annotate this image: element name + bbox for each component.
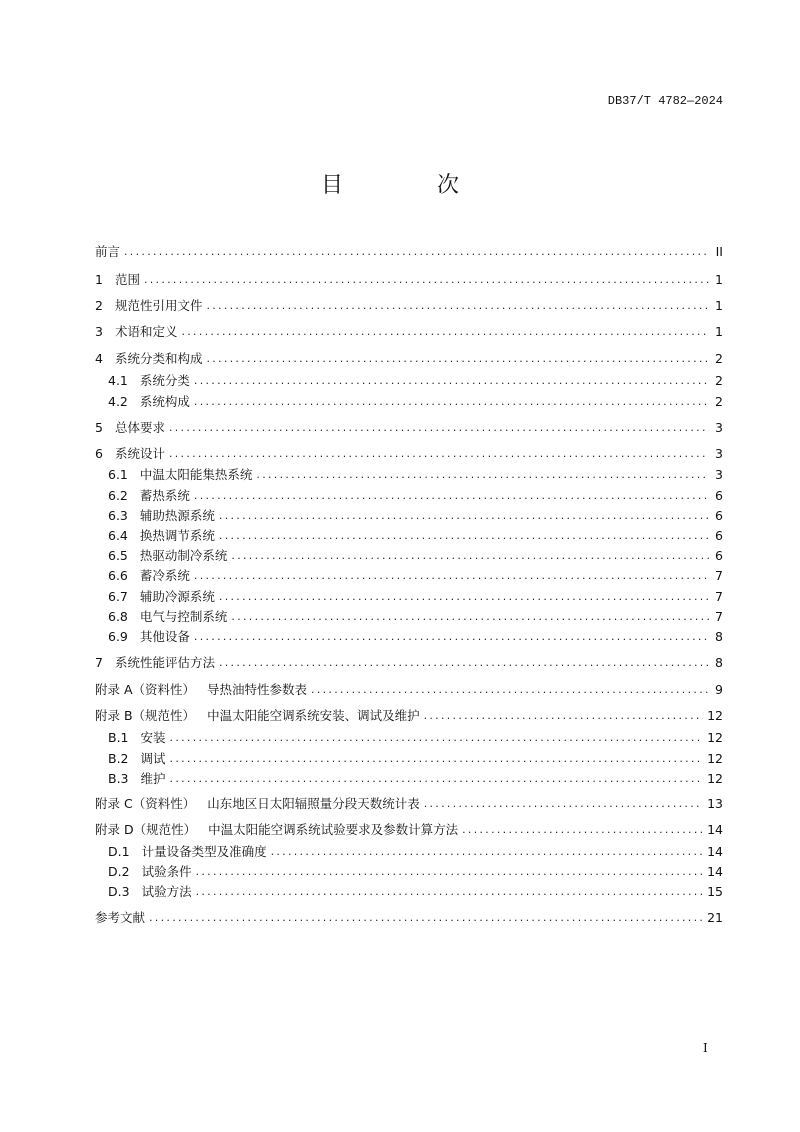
dot-leader <box>124 245 709 258</box>
dot-leader <box>219 529 709 542</box>
toc-entry-number: B.1 <box>108 729 129 745</box>
toc-entry[interactable] <box>108 627 723 645</box>
toc-entry-page: 2 <box>715 372 723 388</box>
toc-entry[interactable] <box>95 242 723 260</box>
toc-entry-page: 21 <box>707 909 723 925</box>
toc-entry[interactable] <box>95 653 723 671</box>
toc-entry-label: 系统分类 <box>139 373 190 388</box>
toc-entry-number: 附录 A（资料性） <box>95 682 196 697</box>
dot-leader <box>194 489 709 502</box>
dot-leader <box>169 421 709 434</box>
toc-entry-label: 蓄热系统 <box>139 488 190 503</box>
dot-leader <box>194 630 709 643</box>
toc-entry-page: 12 <box>707 750 723 766</box>
toc-entry[interactable] <box>95 270 723 288</box>
toc-entry[interactable] <box>95 820 723 838</box>
page-number: I <box>703 1041 708 1055</box>
toc-entry-label: 安装 <box>140 730 166 745</box>
dot-leader <box>256 468 709 481</box>
toc-entry-page: 7 <box>715 608 723 624</box>
toc-entry-number: 6.4 <box>108 527 128 543</box>
dot-leader <box>219 509 709 522</box>
toc-entry-label: 中温太阳能空调系统试验要求及参数计算方法 <box>208 822 459 837</box>
toc-entry-page: 6 <box>715 547 723 563</box>
dot-leader <box>231 549 709 562</box>
toc-entry-page: 1 <box>715 297 723 313</box>
toc-entry[interactable] <box>108 842 723 860</box>
toc-entry-page: 14 <box>707 821 723 837</box>
toc-entry-page: 1 <box>715 271 723 287</box>
dot-leader <box>194 569 709 582</box>
toc-entry[interactable] <box>108 607 723 625</box>
toc-entry-page: 3 <box>715 466 723 482</box>
toc-entry-label: 蓄冷系统 <box>139 568 190 583</box>
toc-entry[interactable] <box>108 882 723 900</box>
toc-entry-page: 1 <box>715 323 723 339</box>
dot-leader <box>196 885 704 898</box>
dot-leader <box>219 590 709 603</box>
dot-leader <box>424 797 703 810</box>
toc-entry-label: 热驱动制冷系统 <box>139 548 228 563</box>
toc-entry-number: 5 <box>95 419 103 435</box>
dot-leader <box>181 325 709 338</box>
dot-leader <box>231 610 709 623</box>
dot-leader <box>206 299 709 312</box>
toc-entry[interactable] <box>95 349 723 367</box>
dot-leader <box>424 709 704 722</box>
toc-entry-page: 14 <box>707 863 723 879</box>
dot-leader <box>149 911 703 924</box>
document-number: DB37/T 4782—2024 <box>607 94 723 108</box>
dot-leader <box>170 752 704 765</box>
toc-entry-page: 12 <box>707 729 723 745</box>
dot-leader <box>462 823 703 836</box>
toc-entry[interactable] <box>108 465 723 483</box>
toc-entry-number: 6 <box>95 445 103 461</box>
toc-entry-page: 14 <box>707 843 723 859</box>
toc-entry-label: 中温太阳能空调系统安装、调试及维护 <box>207 708 420 723</box>
toc-entry-page: 2 <box>715 350 723 366</box>
toc-entry-number: D.3 <box>108 883 130 899</box>
toc-entry[interactable] <box>108 769 723 787</box>
toc-entry-number: 4.2 <box>108 393 128 409</box>
toc-entry-page: 6 <box>715 527 723 543</box>
toc-entry-number: 7 <box>95 654 103 670</box>
toc-entry-label: 导热油特性参数表 <box>207 682 308 697</box>
toc-entry-label: 山东地区日太阳辐照量分段天数统计表 <box>207 796 420 811</box>
toc-entry-number: 4.1 <box>108 372 128 388</box>
toc-entry-label: 中温太阳能集热系统 <box>139 467 253 482</box>
toc-entry-label: 系统设计 <box>114 446 165 461</box>
toc-entry-page: 9 <box>715 681 723 697</box>
toc-entry[interactable] <box>95 444 723 462</box>
toc-entry-number: 6.5 <box>108 547 128 563</box>
toc-entry-number: 6.1 <box>108 466 128 482</box>
toc-entry-page: 8 <box>715 628 723 644</box>
toc-entry-label: 术语和定义 <box>114 324 178 339</box>
toc-entry-page: 12 <box>707 770 723 786</box>
toc-entry-number: 2 <box>95 297 103 313</box>
toc-entry-page: 13 <box>707 795 723 811</box>
toc-entry[interactable] <box>95 680 723 698</box>
toc-entry-label: 总体要求 <box>114 420 165 435</box>
toc-entry-page: 12 <box>707 707 723 723</box>
toc-entry-number: 附录 B（规范性） <box>95 708 196 723</box>
toc-entry[interactable] <box>95 908 723 926</box>
toc-entry-number: 6.6 <box>108 567 128 583</box>
toc-entry-page: 3 <box>715 419 723 435</box>
toc-entry[interactable] <box>108 486 723 504</box>
toc-entry-label: 其他设备 <box>139 629 190 644</box>
toc-entry[interactable] <box>108 862 723 880</box>
dot-leader <box>169 447 709 460</box>
toc-entry[interactable] <box>108 371 723 389</box>
toc-entry-page: 7 <box>715 588 723 604</box>
dot-leader <box>311 683 709 696</box>
toc-entry-number: 6.2 <box>108 487 128 503</box>
toc-entry-label: 辅助热源系统 <box>139 508 215 523</box>
toc-entry-number: D.1 <box>108 843 130 859</box>
toc-entry-number: 6.7 <box>108 588 128 604</box>
toc-entry[interactable] <box>108 506 723 524</box>
toc-entry-label: 辅助冷源系统 <box>139 589 215 604</box>
dot-leader <box>196 865 704 878</box>
toc-entry-number: 附录 C（资料性） <box>95 796 196 811</box>
toc-entry[interactable] <box>95 322 723 340</box>
toc-entry-label: 调试 <box>140 751 166 766</box>
toc-entry-number: 4 <box>95 350 103 366</box>
toc-entry-label: 范围 <box>114 272 140 287</box>
toc-entry-label: 参考文献 <box>95 910 146 925</box>
toc-entry-number: D.2 <box>108 863 130 879</box>
toc-entry-page: II <box>715 243 723 259</box>
toc-entry-label: 换热调节系统 <box>139 528 215 543</box>
toc-entry-page: 7 <box>715 567 723 583</box>
toc-entry-number: B.3 <box>108 770 129 786</box>
toc-entry-label: 系统构成 <box>139 394 190 409</box>
dot-leader <box>219 656 709 669</box>
toc-entry[interactable] <box>95 706 723 724</box>
toc-entry-label: 前言 <box>95 244 121 259</box>
toc-entry-number: 1 <box>95 271 103 287</box>
toc-entry-number: 6.9 <box>108 628 128 644</box>
toc-entry[interactable] <box>108 526 723 544</box>
dot-leader <box>206 352 709 365</box>
toc-entry-label: 试验条件 <box>141 864 192 879</box>
toc-entry-page: 6 <box>715 507 723 523</box>
toc-entry[interactable] <box>108 546 723 564</box>
toc-entry-number: 附录 D（规范性） <box>95 822 197 837</box>
toc-entry[interactable] <box>108 749 723 767</box>
toc-entry-label: 规范性引用文件 <box>114 298 203 313</box>
toc-entry[interactable] <box>108 728 723 746</box>
toc-entry-label: 系统性能评估方法 <box>114 655 215 670</box>
toc-entry[interactable] <box>108 392 723 410</box>
toc-entry-page: 15 <box>707 883 723 899</box>
toc-entry-page: 3 <box>715 445 723 461</box>
toc-entry-label: 维护 <box>140 771 166 786</box>
toc-entry-number: B.2 <box>108 750 129 766</box>
dot-leader <box>170 731 704 744</box>
toc-entry-page: 2 <box>715 393 723 409</box>
toc-entry[interactable] <box>95 418 723 436</box>
toc-entry[interactable] <box>95 296 723 314</box>
dot-leader <box>194 374 709 387</box>
dot-leader <box>144 273 709 286</box>
toc-entry-label: 计量设备类型及准确度 <box>141 844 267 859</box>
toc-entry-number: 3 <box>95 323 103 339</box>
dot-leader <box>271 845 704 858</box>
toc-entry-label: 系统分类和构成 <box>114 351 203 366</box>
toc-entry[interactable] <box>108 587 723 605</box>
toc-entry[interactable] <box>95 794 723 812</box>
page-title: 目 次 <box>320 173 495 198</box>
toc-entry-label: 电气与控制系统 <box>139 609 228 624</box>
dot-leader <box>194 395 709 408</box>
toc-entry-page: 8 <box>715 654 723 670</box>
toc-entry-page: 6 <box>715 487 723 503</box>
toc-entry-number: 6.3 <box>108 507 128 523</box>
toc-entry-number: 6.8 <box>108 608 128 624</box>
dot-leader <box>170 772 704 785</box>
toc-entry-label: 试验方法 <box>141 884 192 899</box>
toc-entry[interactable] <box>108 566 723 584</box>
